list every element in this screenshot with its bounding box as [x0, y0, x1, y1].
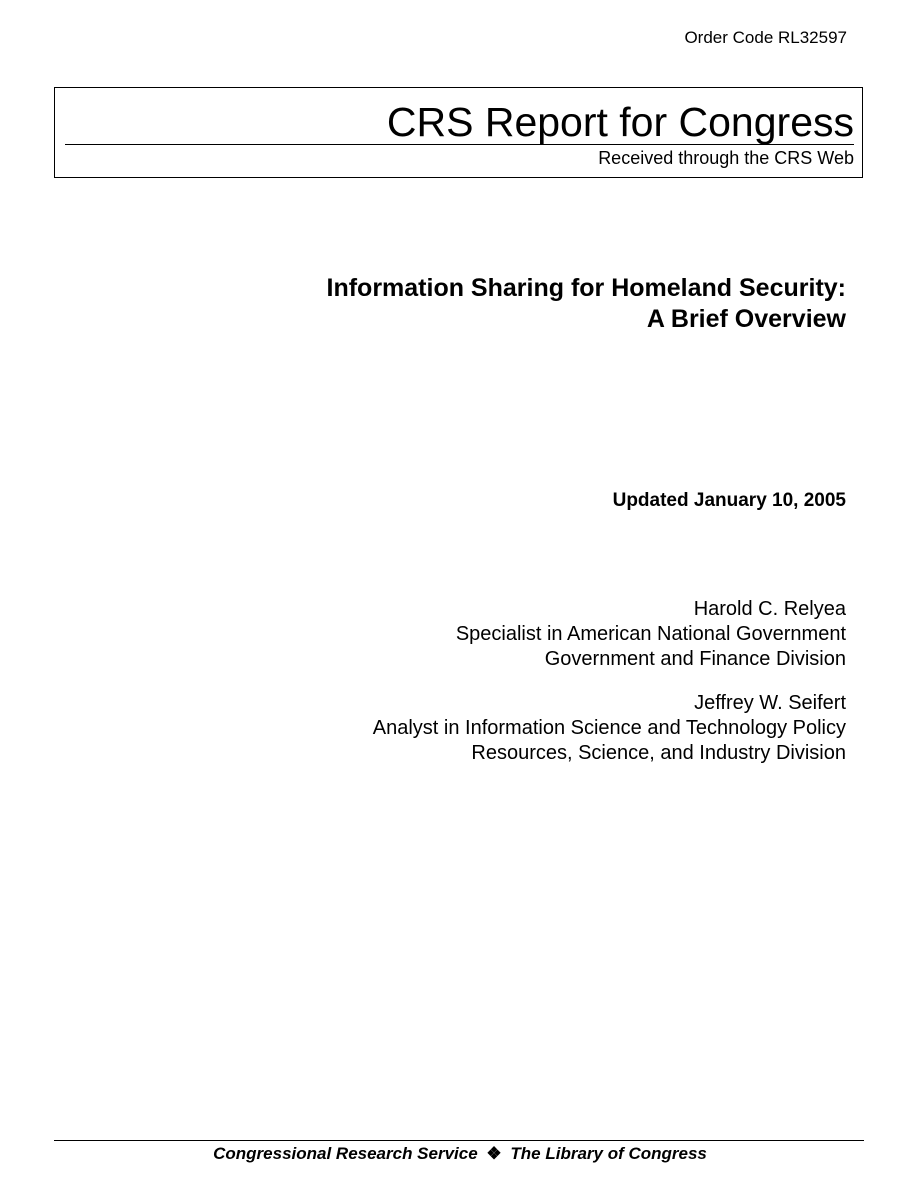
footer-crs-label: Congressional Research Service [213, 1144, 478, 1163]
author-block-relyea [456, 597, 846, 672]
author-name: Harold C. Relyea [693, 598, 846, 620]
author-position: Analyst in Information Science and Technology Policy [372, 717, 846, 739]
author-division: Government and Finance Division [544, 648, 846, 670]
footer-loc-label: The Library of Congress [510, 1144, 707, 1163]
report-series-title: CRS Report for Congress [386, 99, 854, 145]
footer [0, 1143, 920, 1165]
author-block-seifert [373, 691, 846, 766]
report-title-line-1: Information Sharing for Homeland Security: [326, 274, 846, 302]
report-title [327, 273, 847, 335]
report-series-subtitle: Received through the CRS Web [598, 148, 854, 168]
author-name: Jeffrey W. Seifert [694, 692, 846, 714]
updated-date: Updated January 10, 2005 [612, 490, 846, 511]
author-division: Resources, Science, and Industry Division [471, 742, 846, 764]
header-divider [65, 144, 854, 145]
order-code: Order Code RL32597 [684, 28, 847, 47]
diamond-separator-icon: ❖ [486, 1144, 502, 1163]
report-header-box [54, 87, 863, 178]
report-title-line-2: A Brief Overview [646, 305, 846, 333]
footer-divider [54, 1140, 864, 1141]
author-position: Specialist in American National Government [455, 623, 846, 645]
